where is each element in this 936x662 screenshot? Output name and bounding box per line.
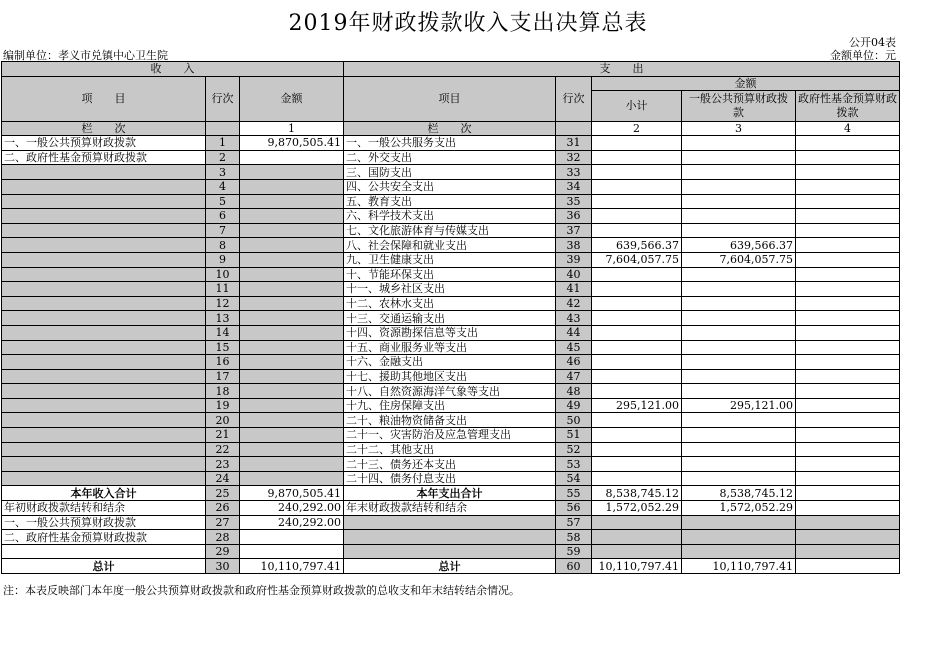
expense-subtotal: 8,538,745.12 (592, 486, 682, 501)
table-row (2, 486, 900, 501)
income-row-no: 19 (206, 398, 240, 413)
income-row-no: 13 (206, 311, 240, 326)
income-amount (240, 238, 344, 253)
expense-item: 七、文化旅游体育与传媒支出 (344, 223, 556, 238)
expense-row-no: 33 (556, 165, 592, 180)
column-4: 4 (796, 121, 900, 136)
income-row-no: 2 (206, 150, 240, 165)
income-amount (240, 194, 344, 209)
expense-general (682, 471, 796, 486)
expense-fund (796, 457, 900, 472)
expense-row-no: 39 (556, 252, 592, 267)
expense-item: 总计 (344, 559, 556, 574)
income-item (2, 223, 206, 238)
income-item: 本年收入合计 (2, 486, 206, 501)
expense-row-no: 49 (556, 398, 592, 413)
income-amount (240, 442, 344, 457)
expense-subtotal (592, 179, 682, 194)
expense-fund (796, 413, 900, 428)
form-number: 公开04表 (849, 36, 896, 49)
income-item: 年初财政拨款结转和结余 (2, 501, 206, 516)
column-label-blank-2 (556, 121, 592, 136)
income-row-no: 27 (206, 515, 240, 530)
income-item (2, 252, 206, 267)
income-item (2, 369, 206, 384)
expense-item: 一、一般公共服务支出 (344, 136, 556, 151)
expense-fund (796, 471, 900, 486)
expense-row-no: 31 (556, 136, 592, 151)
expense-row-no: 32 (556, 150, 592, 165)
expense-fund (796, 150, 900, 165)
expense-row-no: 48 (556, 384, 592, 399)
expense-general (682, 384, 796, 399)
expense-item: 二、外交支出 (344, 150, 556, 165)
table-row (2, 325, 900, 340)
income-row-no: 22 (206, 442, 240, 457)
table-row (2, 296, 900, 311)
income-amount (240, 544, 344, 559)
income-item: 二、政府性基金预算财政拨款 (2, 150, 206, 165)
table-row (2, 209, 900, 224)
expense-general: 8,538,745.12 (682, 486, 796, 501)
expense-item: 十六、金融支出 (344, 355, 556, 370)
expense-item (344, 515, 556, 530)
table-row (2, 267, 900, 282)
income-amount (240, 355, 344, 370)
income-row-no: 30 (206, 559, 240, 574)
expense-subtotal (592, 530, 682, 545)
table-row (2, 413, 900, 428)
expense-general (682, 544, 796, 559)
expense-item: 年末财政拨款结转和结余 (344, 501, 556, 516)
table-row (2, 179, 900, 194)
expense-subtotal (592, 311, 682, 326)
row-no2-header: 行次 (556, 76, 592, 121)
expense-fund (796, 442, 900, 457)
expense-row-no: 45 (556, 340, 592, 355)
income-row-no: 18 (206, 384, 240, 399)
income-row-no: 29 (206, 544, 240, 559)
expense-row-no: 52 (556, 442, 592, 457)
expense-fund (796, 559, 900, 574)
table-row (2, 398, 900, 413)
expense-general (682, 325, 796, 340)
expense-general (682, 150, 796, 165)
expense-row-no: 46 (556, 355, 592, 370)
table-row (2, 223, 900, 238)
expense-item: 二十四、债务付息支出 (344, 471, 556, 486)
table-row (2, 559, 900, 574)
item-header: 项 目 (2, 76, 206, 121)
expense-item (344, 544, 556, 559)
expense-subtotal (592, 223, 682, 238)
expense-row-no: 36 (556, 209, 592, 224)
income-item (2, 442, 206, 457)
income-amount (240, 252, 344, 267)
income-item (2, 209, 206, 224)
income-amount (240, 413, 344, 428)
report-title: 2019年财政拨款收入支出决算总表 (288, 11, 648, 36)
table-row (2, 252, 900, 267)
income-amount: 10,110,797.41 (240, 559, 344, 574)
expense-fund (796, 486, 900, 501)
income-header: 收 入 (2, 62, 344, 77)
table-row (2, 355, 900, 370)
budget-table (1, 61, 900, 574)
expense-row-no: 58 (556, 530, 592, 545)
table-row (2, 471, 900, 486)
income-item (2, 194, 206, 209)
expense-fund (796, 136, 900, 151)
expense-fund (796, 209, 900, 224)
expense-item: 四、公共安全支出 (344, 179, 556, 194)
income-item (2, 413, 206, 428)
expense-row-no: 54 (556, 471, 592, 486)
expense-subtotal (592, 355, 682, 370)
income-amount (240, 340, 344, 355)
expense-row-no: 59 (556, 544, 592, 559)
expense-row-no: 40 (556, 267, 592, 282)
expense-fund (796, 223, 900, 238)
expense-item: 十三、交通运输支出 (344, 311, 556, 326)
income-row-no: 11 (206, 282, 240, 297)
expense-item: 三、国防支出 (344, 165, 556, 180)
expense-fund (796, 165, 900, 180)
expense-item: 八、社会保障和就业支出 (344, 238, 556, 253)
income-amount: 9,870,505.41 (240, 136, 344, 151)
expense-subtotal: 1,572,052.29 (592, 501, 682, 516)
expense-general (682, 296, 796, 311)
table-row (2, 165, 900, 180)
income-row-no: 9 (206, 252, 240, 267)
expense-fund (796, 398, 900, 413)
expense-fund (796, 296, 900, 311)
footnote: 注：本表反映部门本年度一般公共预算财政拨款和政府性基金预算财政拨款的总收支和年末结转结余情况。 (3, 584, 520, 597)
income-amount (240, 282, 344, 297)
table-row (2, 136, 900, 151)
income-row-no: 20 (206, 413, 240, 428)
income-row-no: 12 (206, 296, 240, 311)
income-amount: 240,292.00 (240, 515, 344, 530)
income-row-no: 26 (206, 501, 240, 516)
column-label-2: 栏 次 (344, 121, 556, 136)
expense-fund (796, 369, 900, 384)
income-amount (240, 223, 344, 238)
column-label: 栏 次 (2, 121, 206, 136)
expense-item (344, 530, 556, 545)
income-amount (240, 179, 344, 194)
expense-general (682, 369, 796, 384)
table-row (2, 369, 900, 384)
income-amount (240, 267, 344, 282)
expense-subtotal (592, 384, 682, 399)
expense-row-no: 44 (556, 325, 592, 340)
subtotal-header: 小计 (592, 91, 682, 121)
income-amount (240, 369, 344, 384)
table-row (2, 282, 900, 297)
expense-fund (796, 311, 900, 326)
income-row-no: 25 (206, 486, 240, 501)
column-2: 2 (592, 121, 682, 136)
expense-fund (796, 544, 900, 559)
expense-subtotal (592, 428, 682, 443)
amount-header: 金额 (240, 76, 344, 121)
income-item (2, 179, 206, 194)
expense-general: 295,121.00 (682, 398, 796, 413)
income-amount (240, 471, 344, 486)
expense-general (682, 428, 796, 443)
expense-subtotal: 10,110,797.41 (592, 559, 682, 574)
expense-subtotal (592, 442, 682, 457)
expense-subtotal (592, 369, 682, 384)
column-3: 3 (682, 121, 796, 136)
expense-row-no: 47 (556, 369, 592, 384)
expense-general (682, 282, 796, 297)
expense-row-no: 50 (556, 413, 592, 428)
expense-fund (796, 179, 900, 194)
expense-subtotal (592, 136, 682, 151)
expense-general (682, 194, 796, 209)
income-item (2, 398, 206, 413)
column-1: 1 (240, 121, 344, 136)
expense-subtotal (592, 282, 682, 297)
expense-fund (796, 530, 900, 545)
income-amount (240, 325, 344, 340)
income-item (2, 296, 206, 311)
expense-row-no: 34 (556, 179, 592, 194)
income-amount: 240,292.00 (240, 501, 344, 516)
income-item: 一、一般公共预算财政拨款 (2, 136, 206, 151)
expense-subtotal (592, 471, 682, 486)
expense-item: 十九、住房保障支出 (344, 398, 556, 413)
income-item (2, 165, 206, 180)
expense-row-no: 38 (556, 238, 592, 253)
expense-item: 二十三、债务还本支出 (344, 457, 556, 472)
expense-fund (796, 325, 900, 340)
expense-subtotal: 295,121.00 (592, 398, 682, 413)
expense-general (682, 311, 796, 326)
income-amount (240, 165, 344, 180)
expense-subtotal (592, 457, 682, 472)
expense-fund (796, 252, 900, 267)
table-row (2, 457, 900, 472)
table-row (2, 544, 900, 559)
table-row (2, 428, 900, 443)
table-row (2, 530, 900, 545)
expense-general (682, 223, 796, 238)
expense-row-no: 57 (556, 515, 592, 530)
currency-unit: 金额单位：元 (830, 49, 896, 62)
income-item: 二、政府性基金预算财政拨款 (2, 530, 206, 545)
preparing-unit: 编制单位：孝义市兑镇中心卫生院 (3, 49, 168, 62)
expense-item: 十八、自然资源海洋气象等支出 (344, 384, 556, 399)
expense-general (682, 413, 796, 428)
expense-subtotal (592, 267, 682, 282)
income-amount (240, 209, 344, 224)
income-item (2, 340, 206, 355)
expense-general (682, 442, 796, 457)
expense-subtotal (592, 165, 682, 180)
expense-general (682, 209, 796, 224)
expense-general (682, 267, 796, 282)
income-amount (240, 457, 344, 472)
expense-item: 九、卫生健康支出 (344, 252, 556, 267)
expense-fund (796, 238, 900, 253)
table-row (2, 238, 900, 253)
expense-general: 10,110,797.41 (682, 559, 796, 574)
expense-row-no: 56 (556, 501, 592, 516)
general-budget-header: 一般公共预算财政拨款 (682, 91, 796, 121)
expense-subtotal: 7,604,057.75 (592, 252, 682, 267)
income-row-no: 17 (206, 369, 240, 384)
table-row (2, 384, 900, 399)
income-amount (240, 398, 344, 413)
expense-fund (796, 515, 900, 530)
expense-item: 十一、城乡社区支出 (344, 282, 556, 297)
expense-item: 十二、农林水支出 (344, 296, 556, 311)
expense-subtotal (592, 296, 682, 311)
expense-item: 二十一、灾害防治及应急管理支出 (344, 428, 556, 443)
expense-general (682, 340, 796, 355)
table-row (2, 515, 900, 530)
income-row-no: 7 (206, 223, 240, 238)
expense-row-no: 51 (556, 428, 592, 443)
income-row-no: 23 (206, 457, 240, 472)
expense-fund (796, 384, 900, 399)
table-row (2, 501, 900, 516)
row-no-header: 行次 (206, 76, 240, 121)
income-item (2, 355, 206, 370)
income-amount (240, 311, 344, 326)
item2-header: 项目 (344, 76, 556, 121)
expense-header: 支 出 (344, 62, 900, 77)
table-row (2, 150, 900, 165)
expense-item: 六、科学技术支出 (344, 209, 556, 224)
expense-item: 二十二、其他支出 (344, 442, 556, 457)
income-row-no: 8 (206, 238, 240, 253)
table-row (2, 194, 900, 209)
table-row (2, 340, 900, 355)
income-row-no: 10 (206, 267, 240, 282)
expense-general (682, 165, 796, 180)
income-amount (240, 384, 344, 399)
expense-fund (796, 194, 900, 209)
expense-row-no: 37 (556, 223, 592, 238)
income-row-no: 14 (206, 325, 240, 340)
income-amount (240, 530, 344, 545)
income-row-no: 1 (206, 136, 240, 151)
expense-item: 五、教育支出 (344, 194, 556, 209)
expense-fund (796, 340, 900, 355)
expense-general: 1,572,052.29 (682, 501, 796, 516)
expense-subtotal (592, 194, 682, 209)
income-row-no: 24 (206, 471, 240, 486)
expense-fund (796, 267, 900, 282)
expense-row-no: 60 (556, 559, 592, 574)
expense-item: 十四、资源勘探信息等支出 (344, 325, 556, 340)
expense-general: 7,604,057.75 (682, 252, 796, 267)
expense-general (682, 179, 796, 194)
column-label-blank (206, 121, 240, 136)
expense-general (682, 457, 796, 472)
income-row-no: 28 (206, 530, 240, 545)
expense-row-no: 42 (556, 296, 592, 311)
income-amount (240, 150, 344, 165)
expense-general (682, 530, 796, 545)
expense-subtotal (592, 209, 682, 224)
expense-general (682, 136, 796, 151)
income-row-no: 21 (206, 428, 240, 443)
income-item (2, 544, 206, 559)
income-item: 一、一般公共预算财政拨款 (2, 515, 206, 530)
income-item: 总计 (2, 559, 206, 574)
income-row-no: 3 (206, 165, 240, 180)
expense-subtotal (592, 515, 682, 530)
income-amount (240, 428, 344, 443)
income-item (2, 471, 206, 486)
income-row-no: 6 (206, 209, 240, 224)
table-row (2, 311, 900, 326)
expense-item: 十、节能环保支出 (344, 267, 556, 282)
expense-item: 十七、援助其他地区支出 (344, 369, 556, 384)
income-item (2, 311, 206, 326)
income-item (2, 428, 206, 443)
expense-general: 639,566.37 (682, 238, 796, 253)
expense-fund (796, 355, 900, 370)
expense-general (682, 355, 796, 370)
expense-subtotal (592, 413, 682, 428)
expense-item: 二十、粮油物资储备支出 (344, 413, 556, 428)
expense-subtotal (592, 544, 682, 559)
expense-fund (796, 501, 900, 516)
income-item (2, 282, 206, 297)
income-item (2, 384, 206, 399)
expense-subtotal: 639,566.37 (592, 238, 682, 253)
income-row-no: 16 (206, 355, 240, 370)
income-amount: 9,870,505.41 (240, 486, 344, 501)
fund-budget-header: 政府性基金预算财政拨款 (796, 91, 900, 121)
expense-fund (796, 428, 900, 443)
income-row-no: 4 (206, 179, 240, 194)
income-amount (240, 296, 344, 311)
expense-subtotal (592, 340, 682, 355)
income-row-no: 5 (206, 194, 240, 209)
income-item (2, 325, 206, 340)
income-item (2, 238, 206, 253)
expense-general (682, 515, 796, 530)
table-row (2, 442, 900, 457)
amount-group-header: 金额 (592, 76, 900, 91)
expense-subtotal (592, 325, 682, 340)
expense-row-no: 55 (556, 486, 592, 501)
expense-row-no: 43 (556, 311, 592, 326)
expense-row-no: 35 (556, 194, 592, 209)
expense-row-no: 41 (556, 282, 592, 297)
income-row-no: 15 (206, 340, 240, 355)
income-item (2, 457, 206, 472)
expense-item: 本年支出合计 (344, 486, 556, 501)
expense-subtotal (592, 150, 682, 165)
expense-row-no: 53 (556, 457, 592, 472)
income-item (2, 267, 206, 282)
expense-fund (796, 282, 900, 297)
expense-item: 十五、商业服务业等支出 (344, 340, 556, 355)
